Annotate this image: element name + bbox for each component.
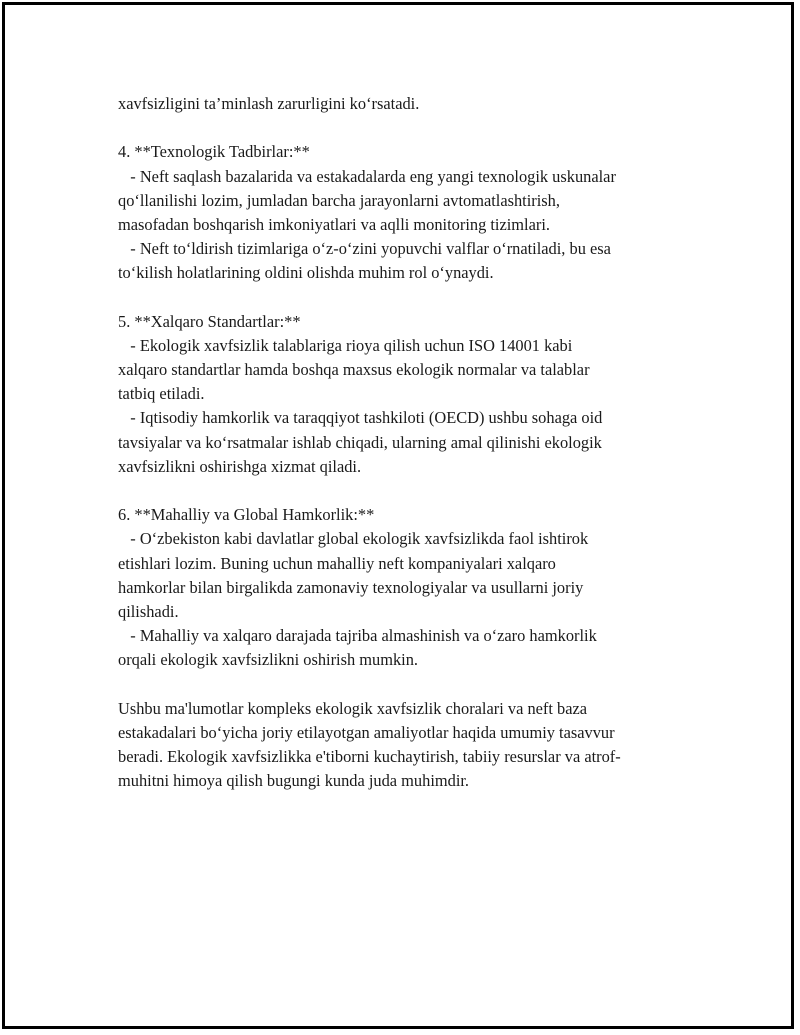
section-line: - Neft to‘ldirish tizimlariga o‘z-o‘zini yopuvchi valflar o‘rnatiladi, bu esa [118, 239, 611, 259]
conclusion-line: Ushbu ma'lumotlar kompleks ekologik xavfsizlik choralari va neft baza [118, 698, 588, 718]
section-line: etishlari lozim. Buning uchun mahalliy neft kompaniyalari xalqaro [118, 553, 556, 573]
section-line: to‘kilish holatlarining oldini olishda muhim rol o‘ynaydi. [118, 263, 494, 283]
section-line: qilishadi. [118, 601, 179, 621]
paragraph-gap [118, 286, 688, 310]
section-line: tavsiyalar va ko‘rsatmalar ishlab chiqadi, ularning amal qilinishi ekologik [118, 432, 602, 452]
document-body [118, 92, 688, 793]
conclusion-line: muhitni himoya qilish bugungi kunda juda muhimdir. [118, 771, 470, 791]
section-international-standards [118, 310, 688, 479]
section-line: tatbiq etiladi. [118, 384, 205, 404]
conclusion-line: estakadalari bo‘yicha joriy etilayotgan amaliyotlar haqida umumiy tasavvur [118, 722, 615, 742]
conclusion-paragraph [118, 697, 688, 794]
section-technological-measures [118, 140, 688, 285]
section-line: orqali ekologik xavfsizlikni oshirish mumkin. [118, 650, 419, 670]
paragraph-gap [118, 116, 688, 140]
section-line: - O‘zbekiston kabi davlatlar global ekologik xavfsizlikda faol ishtirok [118, 529, 589, 549]
paragraph-gap [118, 479, 688, 503]
section-line: hamkorlar bilan birgalikda zamonaviy texnologiyalar va usullarni joriy [118, 577, 584, 597]
intro-line: xavfsizligini ta’minlash zarurligini ko‘rsatadi. [118, 94, 420, 113]
paragraph-gap [118, 673, 688, 697]
conclusion-line: beradi. Ekologik xavfsizlikka e'tiborni kuchaytirish, tabiiy resurslar va atrof- [118, 747, 621, 767]
section-heading: 5. **Xalqaro Standartlar:** [118, 311, 301, 331]
section-line: qo‘llanilishi lozim, jumladan barcha jarayonlarni avtomatlashtirish, [118, 190, 560, 210]
section-heading: 6. **Mahalliy va Global Hamkorlik:** [118, 505, 375, 525]
section-line: xavfsizlikni oshirishga xizmat qiladi. [118, 456, 362, 476]
section-heading: 4. **Texnologik Tadbirlar:** [118, 142, 310, 162]
section-line: - Iqtisodiy hamkorlik va taraqqiyot tashkiloti (OECD) ushbu sohaga oid [118, 408, 603, 428]
section-line: masofadan boshqarish imkoniyatlari va aqlli monitoring tizimlari. [118, 214, 550, 234]
section-line: xalqaro standartlar hamda boshqa maxsus ekologik normalar va talablar [118, 360, 590, 380]
section-local-global-cooperation [118, 503, 688, 672]
section-line: - Neft saqlash bazalarida va estakadalarda eng yangi texnologik uskunalar [118, 166, 616, 186]
section-line: - Ekologik xavfsizlik talablariga rioya qilish uchun ISO 14001 kabi [118, 335, 573, 355]
section-line: - Mahalliy va xalqaro darajada tajriba almashinish va o‘zaro hamkorlik [118, 626, 597, 646]
